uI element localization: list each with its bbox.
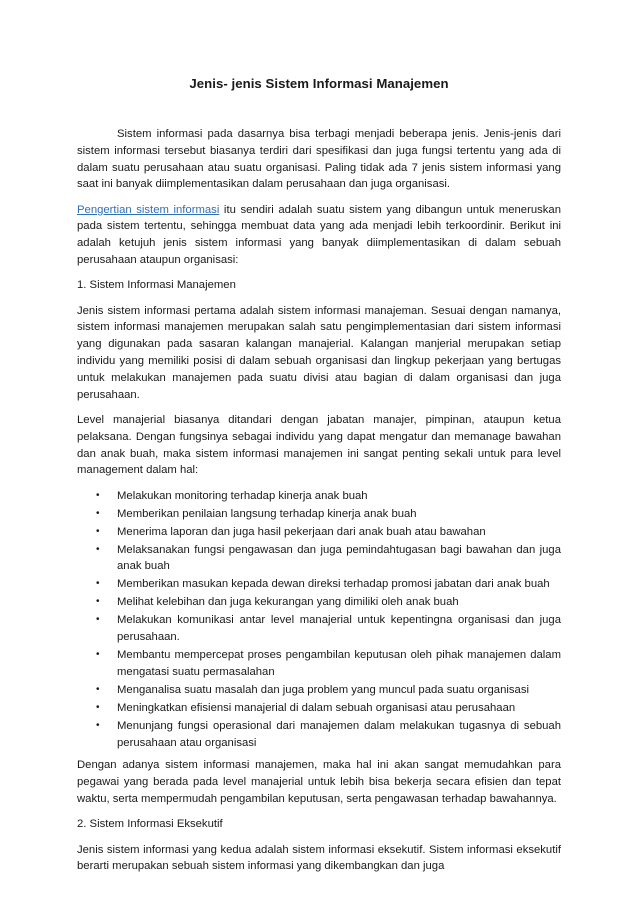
conclusion-paragraph: Dengan adanya sistem informasi manajemen, maka hal ini akan sangat memudahkan para pegawai yang berada pada level manajerial untuk lebih bisa bekerja secara efisien dan tepat waktu, serta mempermudah pengambilan keputusan, serta pengawasan terhadap bawahannya. [77, 759, 561, 806]
definition-paragraph [77, 202, 561, 269]
bullet-icon: • [96, 649, 100, 661]
bullet-icon: • [96, 701, 100, 713]
list-item [96, 682, 561, 699]
bullet-icon: • [96, 683, 100, 695]
bullet-list [77, 488, 561, 752]
list-item-text: Membantu mempercepat proses pengambilan keputusan oleh pihak manajemen dalam mengatasi suatu permasalahan [117, 649, 561, 678]
list-item-text: Menerima laporan dan juga hasil pekerjaan dari anak buah atau bawahan [117, 525, 486, 538]
document-title: Jenis- jenis Sistem Informasi Manajemen [189, 76, 449, 91]
list-item [96, 542, 561, 576]
list-item [96, 647, 561, 681]
list-item-text: Menganalisa suatu masalah dan juga problem yang muncul pada suatu organisasi [117, 683, 529, 696]
bullet-icon: • [96, 596, 100, 608]
bullet-icon: • [96, 489, 100, 501]
list-item-text: Melakukan monitoring terhadap kinerja anak buah [117, 489, 368, 502]
list-item-text: Memberikan penilaian langsung terhadap kinerja anak buah [117, 507, 417, 520]
list-item [96, 488, 561, 505]
list-item [96, 576, 561, 593]
bullet-icon: • [96, 719, 100, 731]
list-item-text: Memberikan masukan kepada dewan direksi terhadap promosi jabatan dari anak buah [117, 578, 550, 591]
list-item-text: Meningkatkan efisiensi manajerial di dalam sebuah organisasi atau perusahaan [117, 701, 516, 714]
bullet-icon: • [96, 525, 100, 537]
intro-paragraph: Sistem informasi pada dasarnya bisa terbagi menjadi beberapa jenis. Jenis-jenis dari sistem informasi tersebut biasanya terdiri dari spesifikasi dan juga fungsi tertentu yang ada di dalam suatu perusahaan atau suatu organisasi. Paling tidak ada 7 jenis sistem informasi yang saat ini banyak diimplementasikan dalam perusahaan dan juga organisasi. [77, 128, 561, 191]
executive-paragraph: Jenis sistem informasi yang kedua adalah sistem informasi eksekutif. Sistem informasi eksekutif berarti merupakan sebuah sistem informasi yang dikembangkan dan juga [77, 843, 561, 873]
bullet-icon: • [96, 543, 100, 555]
list-item [96, 594, 561, 611]
section-heading-2: 2. Sistem Informasi Eksekutif [77, 818, 223, 831]
bullet-icon: • [96, 507, 100, 519]
managerial-level-paragraph: Level manajerial biasanya ditandari dengan jabatan manajer, pimpinan, ataupun ketua pelaksana. Dengan fungsinya sebagai individu yang dapat mengatur dan memanage bawahan dan anak buah, maka sistem informasi manajemen ini sangat penting sekali untuk para level management dalam hal: [77, 413, 561, 477]
definition-link[interactable]: Pengertian sistem informasi [77, 203, 220, 216]
list-item-text: Melaksanakan fungsi pengawasan dan juga pemindahtugasan bagi bawahan dan juga anak buah [117, 543, 561, 573]
sim-description-paragraph: Jenis sistem informasi pertama adalah sistem informasi manajeman. Sesuai dengan namanya, sistem informasi manajemen merupakan salah satu pengimplementasian dari sistem informasi yang digunakan pada sasaran kalangan manajerial. Kalangan manjerial merupakan setiap individu yang memiliki posisi di dalam sebuah organisasi dan lingkup pekerjaan yang bertugas untuk melakukan manajemen pada suatu divisi atau bagian di dalam organisasi dan juga perusahaan. [77, 304, 561, 401]
list-item [96, 506, 561, 523]
list-item [96, 612, 561, 646]
list-item [96, 524, 561, 541]
bullet-icon: • [96, 614, 100, 626]
list-item-text: Melakukan komunikasi antar level manajerial untuk kepentingna organisasi dan juga perusahaan. [117, 614, 561, 644]
list-item [96, 718, 561, 752]
list-item [96, 700, 561, 717]
section-heading-1: 1. Sistem Informasi Manajemen [77, 279, 236, 292]
definition-text: itu sendiri adalah suatu sistem yang dibangun untuk meneruskan pada sistem tertentu, sehingga membuat data yang ada menjadi lebih terkoordinir. Berikut ini adalah ketujuh jenis sistem informasi yang banyak diimplementasikan di dalam sebuah perusahaan ataupun organisasi: [77, 203, 561, 267]
list-item-text: Melihat kelebihan dan juga kekurangan yang dimiliki oleh anak buah [117, 596, 459, 609]
list-item-text: Menunjang fungsi operasional dari manajemen dalam melakukan tugasnya di sebuah perusahaan atau organisasi [117, 719, 561, 749]
bullet-icon: • [96, 578, 100, 590]
